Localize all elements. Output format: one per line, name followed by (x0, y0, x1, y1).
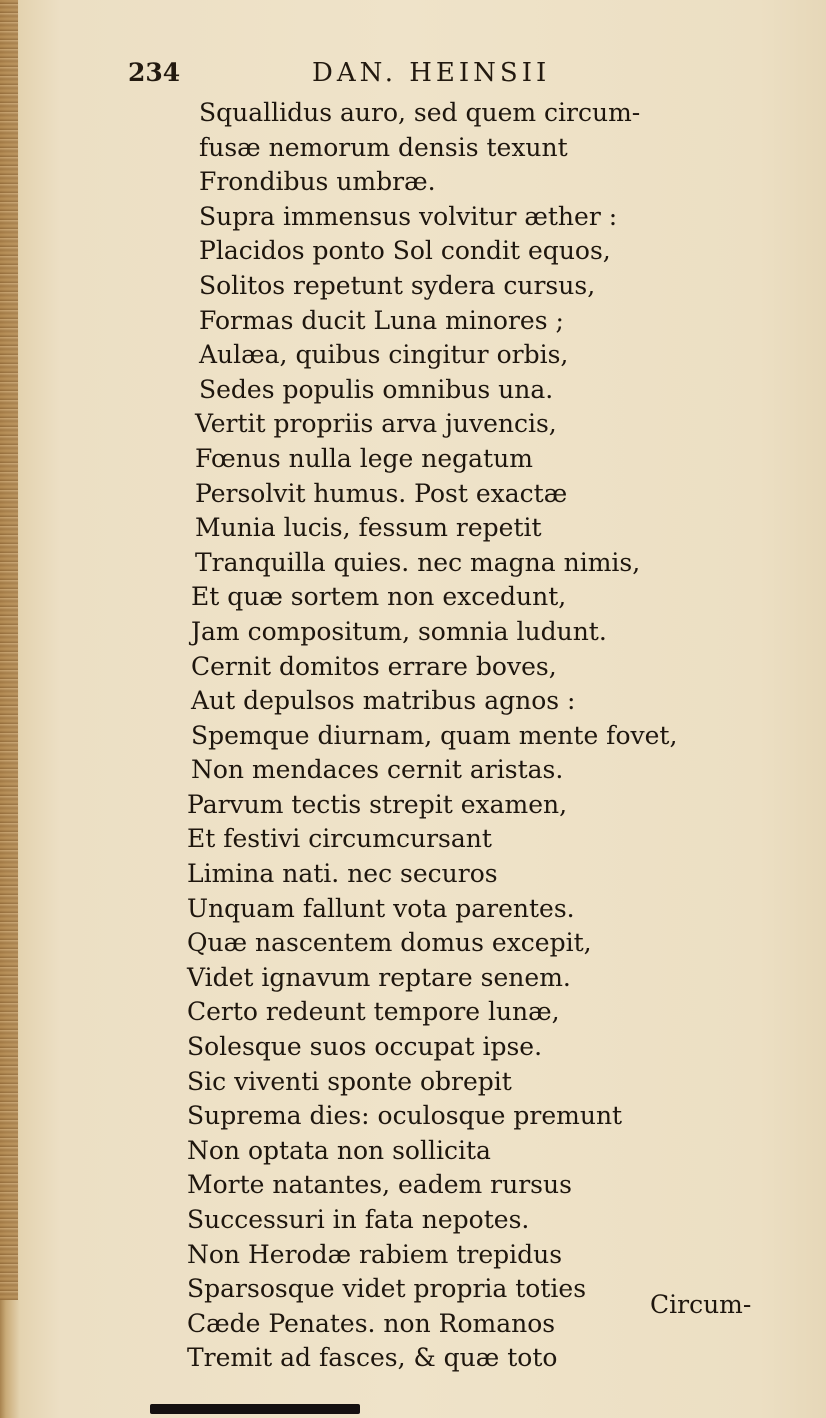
verse-line: Parvum tectis strepit examen, (187, 789, 568, 819)
verse-line: fusæ nemorum densis texunt (199, 132, 568, 162)
page-gutter-edge (0, 0, 18, 1300)
verse-line: Solesque suos occupat ipse. (187, 1032, 543, 1062)
verse-line: Frondibus umbræ. (199, 167, 436, 197)
verse-line: Certo redeunt tempore lunæ, (187, 997, 560, 1027)
verse-line: Non Herodæ rabiem trepidus (187, 1239, 563, 1269)
verse-line: Squallidus auro, sed quem circum- (199, 98, 641, 127)
page-header (0, 58, 826, 98)
verse-line: Cernit domitos errare boves, (191, 651, 557, 681)
verse-line: Munia lucis, fessum repetit (195, 513, 542, 543)
verse-line: Supra immensus volvitur æther : (199, 201, 618, 231)
verse-line: Quæ nascentem domus excepit, (187, 928, 592, 958)
catchword: Circum- (650, 1290, 752, 1319)
verse-line: Et quæ sortem non excedunt, (191, 582, 567, 612)
verse-line: Vertit propriis arva juvencis, (195, 409, 557, 439)
verse-line: Non optata non sollicita (187, 1135, 491, 1165)
verse-line: Solitos repetunt sydera cursus, (199, 270, 596, 300)
verse-line: Persolvit humus. Post exactæ (195, 478, 568, 508)
verse-line: Jam compositum, somnia ludunt. (191, 616, 607, 646)
verse-line: Tremit ad fasces, & quæ toto (187, 1343, 558, 1373)
verse-line: Suprema dies: oculosque premunt (187, 1101, 623, 1131)
verse-line: Cæde Penates. non Romanos (187, 1308, 556, 1338)
verse-text (185, 96, 705, 1376)
verse-line: Et festivi circumcursant (187, 824, 492, 854)
verse-line: Fœnus nulla lege negatum (195, 443, 533, 473)
verse-line: Aulæa, quibus cingitur orbis, (199, 340, 569, 370)
running-head: DAN. HEINSII (312, 58, 551, 88)
verse-line: Videt ignavum reptare senem. (187, 962, 571, 992)
verse-line: Sedes populis omnibus una. (199, 374, 554, 404)
verse-line: Placidos ponto Sol condit equos, (199, 236, 611, 266)
verse-line: Sic viventi sponte obrepit (187, 1066, 512, 1096)
bottom-shadow-bar (150, 1404, 360, 1414)
verse-line: Formas ducit Luna minores ; (199, 305, 564, 335)
verse-line: Tranquilla quies. nec magna nimis, (195, 547, 641, 577)
verse-line: Unquam fallunt vota parentes. (187, 893, 575, 923)
verse-line: Morte natantes, eadem rursus (187, 1170, 572, 1200)
verse-line: Successuri in fata nepotes. (187, 1205, 530, 1234)
verse-line: Limina nati. nec securos (187, 859, 498, 889)
verse-line: Non mendaces cernit aristas. (191, 755, 564, 785)
verse-line: Aut depulsos matribus agnos : (191, 686, 576, 716)
verse-line: Spemque diurnam, quam mente fovet, (191, 720, 678, 750)
page-number: 234 (128, 58, 181, 87)
verse-line: Sparsosque videt propria toties (187, 1274, 587, 1304)
